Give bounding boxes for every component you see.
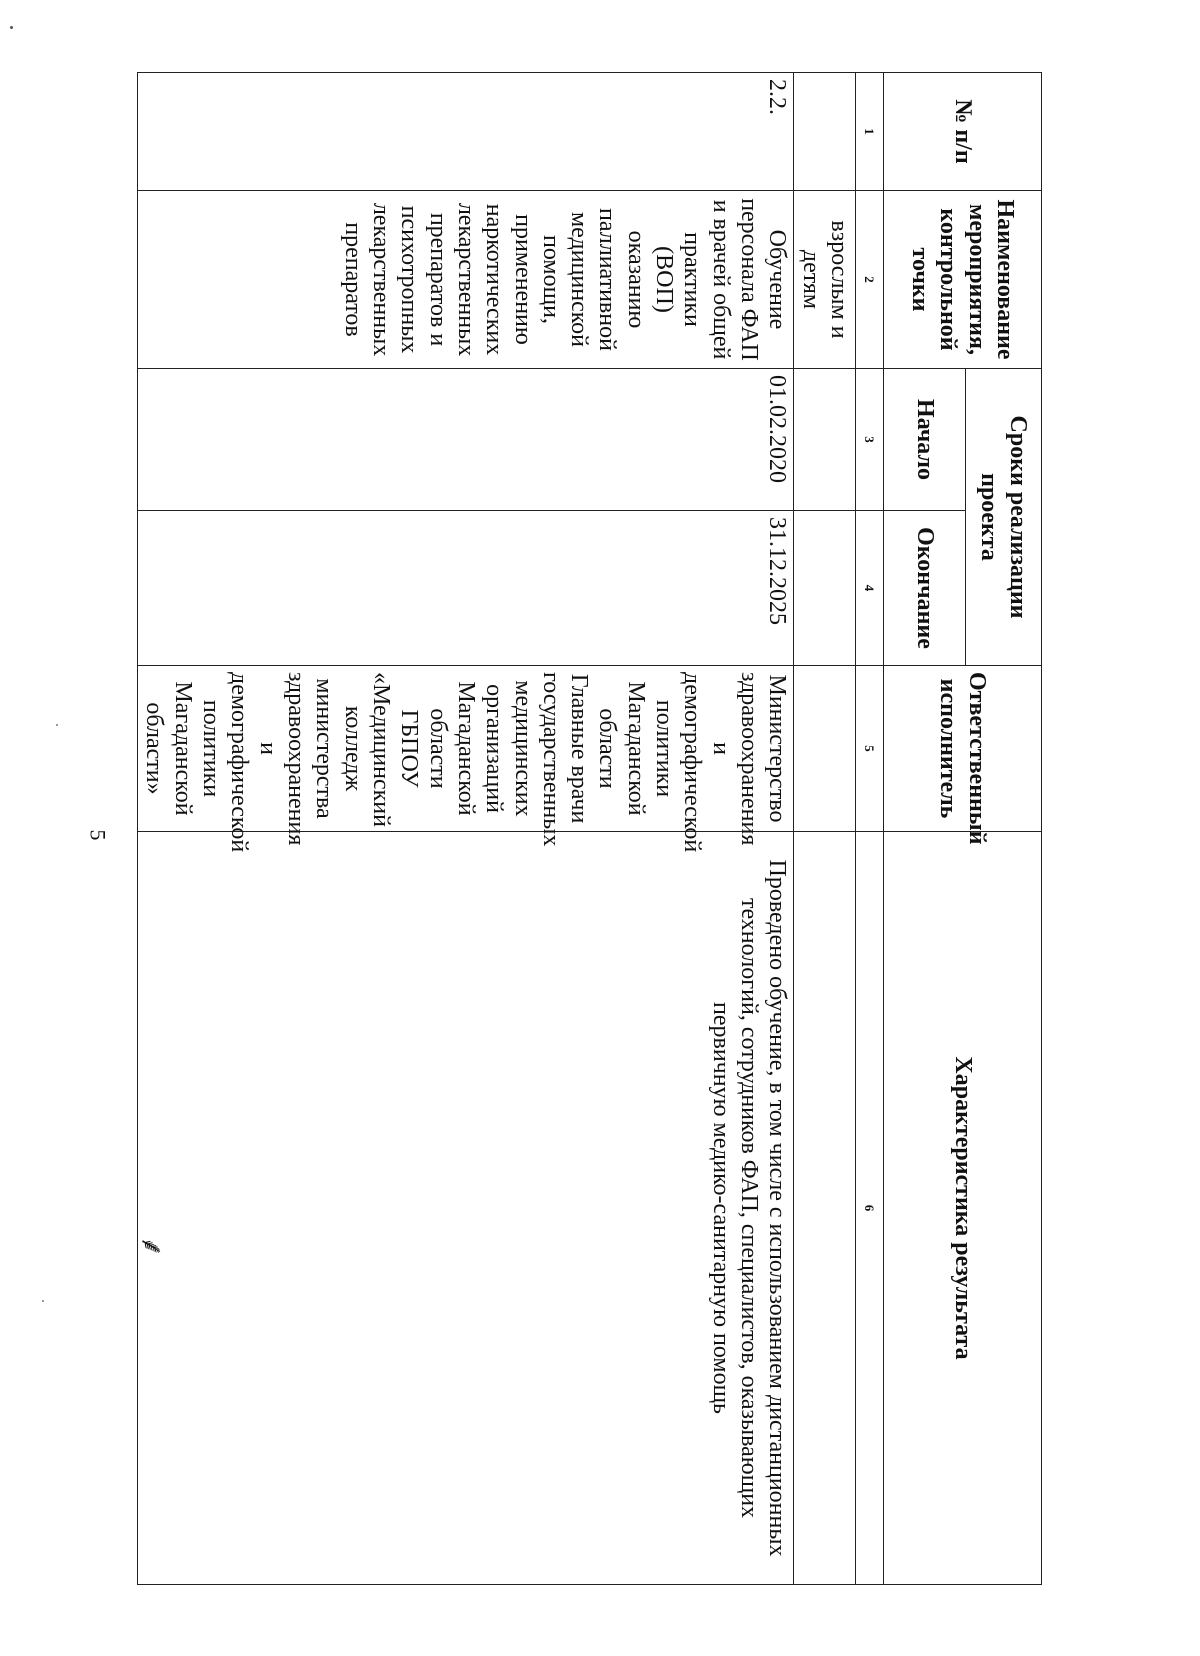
header-name: Наименование мероприятия, контрольной точки bbox=[884, 191, 1042, 369]
cell-start bbox=[794, 369, 856, 511]
cell-result: Проведено обучение, в том числе с использованием дистанционных технологий, сотрудников ФАП, специалистов, оказывающих первичную медико-санитарную помощь bbox=[138, 832, 794, 1585]
cell-end: 31.12.2025 bbox=[138, 511, 794, 666]
cell-end bbox=[794, 511, 856, 666]
scan-speck bbox=[42, 1300, 44, 1302]
cell-num bbox=[794, 73, 856, 191]
scan-speck bbox=[56, 724, 58, 726]
cell-num: 2.2. bbox=[138, 73, 794, 191]
table-frame bbox=[141, 72, 1042, 1584]
header-start: Начало bbox=[884, 369, 966, 511]
column-number: 2 bbox=[856, 191, 884, 369]
cell-name: взрослым и детям bbox=[794, 191, 856, 369]
header-row-1 bbox=[966, 73, 1042, 1585]
column-number: 6 bbox=[856, 832, 884, 1585]
cell-result bbox=[794, 832, 856, 1585]
scan-speck bbox=[10, 26, 13, 29]
column-number: 5 bbox=[856, 666, 884, 832]
table-row bbox=[794, 73, 856, 1585]
cell-name: Обучение персонала ФАП и врачей общей практики (ВОП) оказанию паллиативной медицинской помощи, применению наркотических лекарственных препаратов и психотропных лекарственных препаратов bbox=[138, 191, 794, 369]
rotated-table-container bbox=[141, 72, 1042, 1584]
column-number: 4 bbox=[856, 511, 884, 666]
header-result: Характеристика результата bbox=[884, 832, 1042, 1585]
header-responsible: Ответственный исполнитель bbox=[884, 666, 1042, 832]
column-number: 1 bbox=[856, 73, 884, 191]
table-row bbox=[138, 73, 794, 1585]
cell-responsible: Министерство здравоохранения и демографической политики Магаданской области Главные врачи государственных медицинских организаций Магаданской области ГБПОУ «Медицинский колледж министерства здравоохранения и демографической политики Магаданской области» bbox=[138, 666, 794, 832]
header-end: Окончание bbox=[884, 511, 966, 666]
column-number-row bbox=[856, 73, 884, 1585]
cell-start: 01.02.2020 bbox=[138, 369, 794, 511]
column-number: 3 bbox=[856, 369, 884, 511]
cell-responsible bbox=[794, 666, 856, 832]
header-num: № п/п bbox=[884, 73, 1042, 191]
page-number: 5 bbox=[85, 829, 111, 841]
plan-table bbox=[137, 72, 1042, 1585]
handwritten-mark: ⸙ bbox=[134, 1235, 168, 1258]
header-period: Сроки реализации проекта bbox=[966, 369, 1042, 666]
